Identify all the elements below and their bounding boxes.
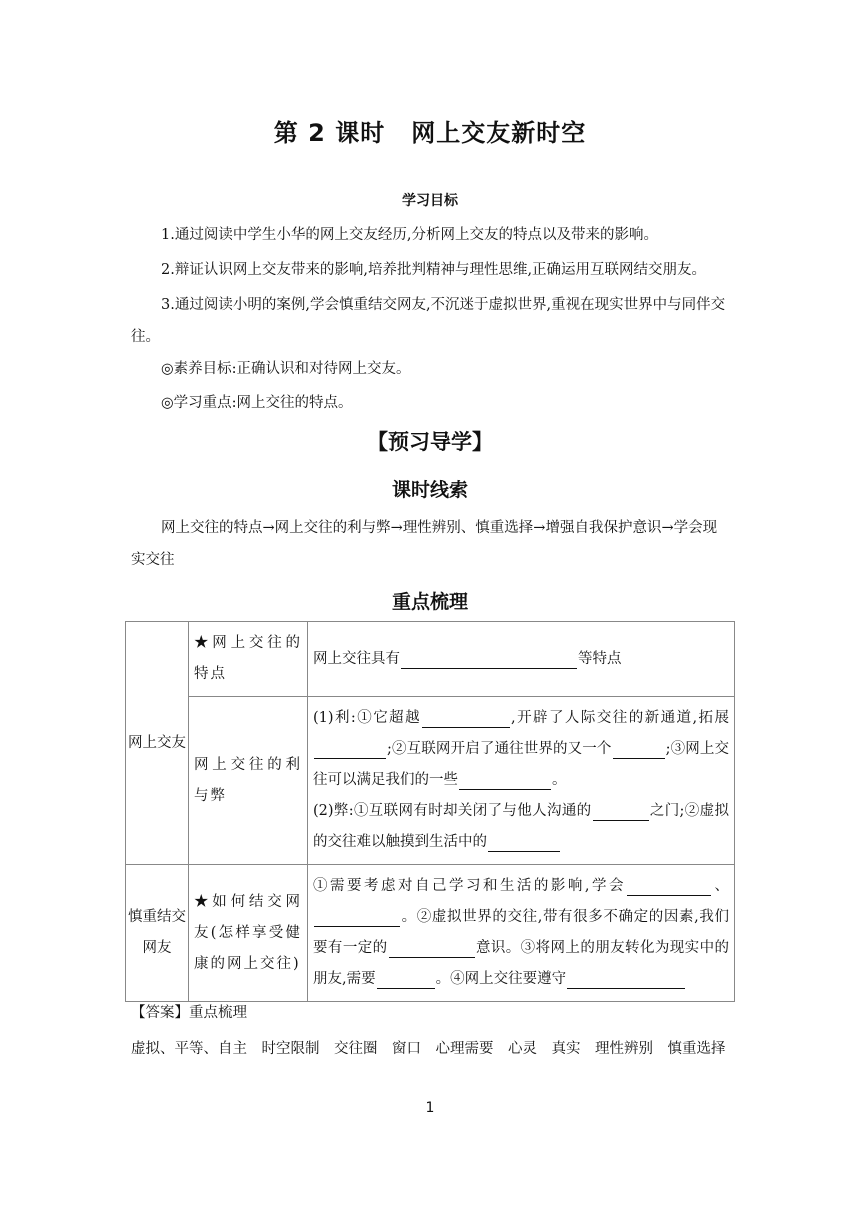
lesson-number: 第 2 课时 <box>273 119 386 147</box>
objective-item: 2.辩证认识网上交友带来的影响,培养批判精神与理性思维,正确运用互联网结交朋友。 <box>161 262 707 278</box>
summary-heading: 重点梳理 <box>391 591 468 613</box>
lesson-title <box>0 113 860 148</box>
topic-pros-cons: 网上交往的利与弊 <box>189 697 308 865</box>
objectives-heading: 学习目标 <box>402 193 458 209</box>
page-number: 1 <box>425 1100 435 1116</box>
answer-blank[interactable] <box>401 648 577 669</box>
literacy-goal: ◎素养目标:正确认识和对待网上交友。 <box>161 361 411 377</box>
content-pros-cons: (1)利:①它超越 ,开辟了人际交往的新通道,拓展;②互联网开启了通往世界的又一个 ;③网上交往可以满足我们的一些 。 (2)弊:①互联网有时却关闭了与他人沟通的 之门;②虚拟的交往难以触摸到生活中的 <box>308 697 735 865</box>
preview-heading: 【预习导学】 <box>367 430 493 454</box>
answer-blank[interactable] <box>593 800 649 821</box>
answer-blank[interactable] <box>314 906 400 927</box>
topic-features: ★网上交往的特点 <box>189 622 308 697</box>
answer-blank[interactable] <box>567 968 685 989</box>
answer-text: 虚拟、平等、自主 时空限制 交往圈 窗口 心理需要 心灵 真实 理性辨别 慎重选择 <box>131 1041 726 1057</box>
answer-label: 【答案】重点梳理 <box>131 1005 247 1021</box>
lesson-name: 网上交友新时空 <box>411 119 587 147</box>
answer-blank[interactable] <box>459 769 551 790</box>
objective-item: 1.通过阅读中学生小华的网上交友经历,分析网上交友的特点以及带来的影响。 <box>161 227 658 243</box>
objective-item: 3.通过阅读小明的案例,学会慎重结交网友,不沉迷于虚拟世界,重视在现实世界中与同伴交往。 <box>131 297 726 345</box>
answer-blank[interactable] <box>314 738 386 759</box>
answer-blank[interactable] <box>422 707 510 728</box>
summary-table <box>125 621 735 1002</box>
answer-blank[interactable] <box>613 738 665 759</box>
answer-blank[interactable] <box>627 875 711 896</box>
answer-blank[interactable] <box>488 831 560 852</box>
answer-blank[interactable] <box>377 968 435 989</box>
answer-blank[interactable] <box>389 937 475 958</box>
content-features: 网上交往具有 等特点 <box>308 622 735 697</box>
group-label-careful-friends: 慎重结交网友 <box>126 865 189 1002</box>
topic-how-to: ★如何结交网友(怎样享受健康的网上交往) <box>189 865 308 1002</box>
clue-text: 网上交往的特点→网上交往的利与弊→理性辨别、慎重选择→增强自我保护意识→学会现实交往 <box>131 520 718 568</box>
group-label-online-friends: 网上交友 <box>126 622 189 865</box>
key-point: ◎学习重点:网上交往的特点。 <box>161 395 353 411</box>
clue-heading: 课时线索 <box>391 479 468 501</box>
content-how-to: ①需要考虑对自己学习和生活的影响,学会 、。②虚拟世界的交往,带有很多不确定的因素,我们要有一定的 意识。③将网上的朋友转化为现实中的朋友,需要 。④网上交往要遵守 <box>308 865 735 1002</box>
